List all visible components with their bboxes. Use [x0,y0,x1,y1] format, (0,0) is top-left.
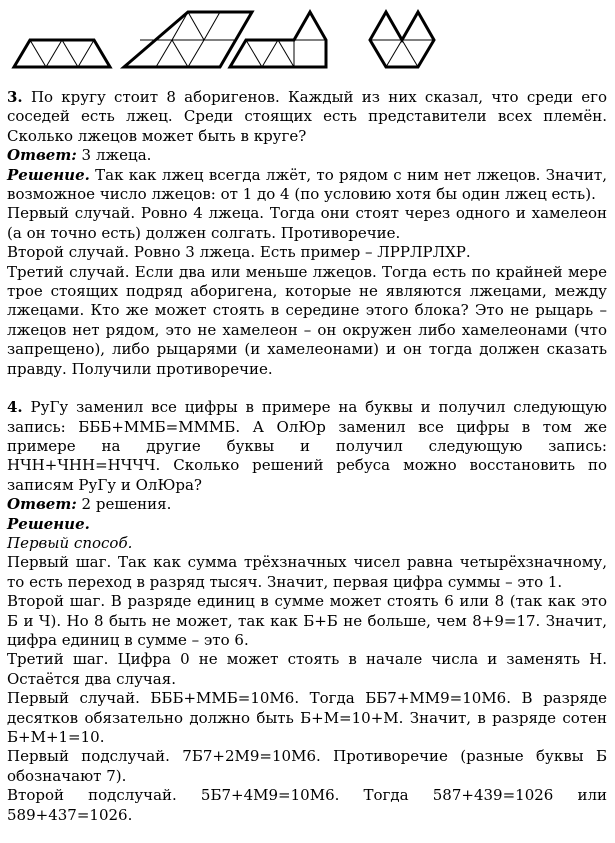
step-figure [230,12,326,67]
trapezoid-figure [14,40,110,67]
problem-3-case-3: Третий случай. Если два или меньше лжецов. Тогда есть по крайней мере трое стоящих подряд аборигена, которые не являются лжецами, между лжецами. Кто же может стоять в середине этого блока? Это не рыцарь – лжецов нет рядом, это не хамелеон – он окружен либо хамелеонами (что запрещено), либо рыцарями (и хамелеонами) и он тогда должен сказать правду. Получили противоречие. [7,262,607,378]
problem-4-solution-label: Решение. [7,514,90,533]
problem-3-case-1: Первый случай. Ровно 4 лжеца. Тогда они стоят через одного и хамелеон (а он точно есть) должен солгать. Противоречие. [7,204,607,242]
problem-4-subcase-1: Первый подслучай. 7Б7+2М9=10М6. Противоречие (разные буквы Б обозначают 7). [7,747,607,785]
problem-4-answer: Ответ: 2 решения. [7,495,172,514]
problem-3-answer: Ответ: 3 лжеца. [7,146,152,165]
problem-3-case-2: Второй случай. Ровно 3 лжеца. Есть пример – ЛРРЛРЛХР. [7,243,471,262]
problem-4-step-2: Второй шаг. В разряде единиц в сумме может стоять 6 или 8 (так как это Б и Ч). Но 8 быть не может, так как Б+Б не больше, чем 8+9=17. Значит, цифра единиц в сумме – это 6. [7,592,607,649]
problem-3-number: 3. [7,88,23,106]
problem-4-method: Первый способ. [7,533,133,552]
triangle-figures [0,0,615,76]
problem-3-solution: Решение. Так как лжец всегда лжёт, то рядом с ним нет лжецов. Значит, возможное число лжецов: от 1 до 4 (по условию хотя бы один лжец есть). [7,165,607,204]
problem-3-statement: 3. По кругу стоит 8 аборигенов. Каждый из них сказал, что среди его соседей есть лжец. Среди стоящих есть представители всех племён. Сколько лжецов может быть в круге? [7,88,607,145]
problem-4-statement: 4. РуГу заменил все цифры в примере на буквы и получил следующую запись: БББ+ММБ=МММБ. А ОлЮр заменил все цифры в том же примере на другие буквы и получил следующую запись: НЧН+ЧНН=НЧЧЧ. Сколько решений ребуса можно восстановить по записям РуГу и ОлЮра? [7,398,607,494]
problem-4-step-1: Первый шаг. Так как сумма трёхзначных чисел равна четырёхзначному, то есть переход в разряд тысяч. Значит, первая цифра суммы – это 1. [7,553,607,591]
problem-4-subcase-2: Второй подслучай. 5Б7+4М9=10М6. Тогда 587+439=1026 или 589+437=1026. [7,786,607,824]
problem-4-case-1: Первый случай. БББ+ММБ=10М6. Тогда ББ7+ММ9=10М6. В разряде десятков обязательно должно быть Б+М=10+М. Значит, в разряде сотен Б+М+1=10. [7,689,607,746]
parallelogram-figure [124,12,252,67]
hexagon-heart-figure [370,12,434,67]
problem-4-number: 4. [7,398,23,417]
problem-4-step-3: Третий шаг. Цифра 0 не может стоять в начале числа и заменять Н. Остаётся два случая. [7,650,607,688]
document-body [7,88,607,825]
